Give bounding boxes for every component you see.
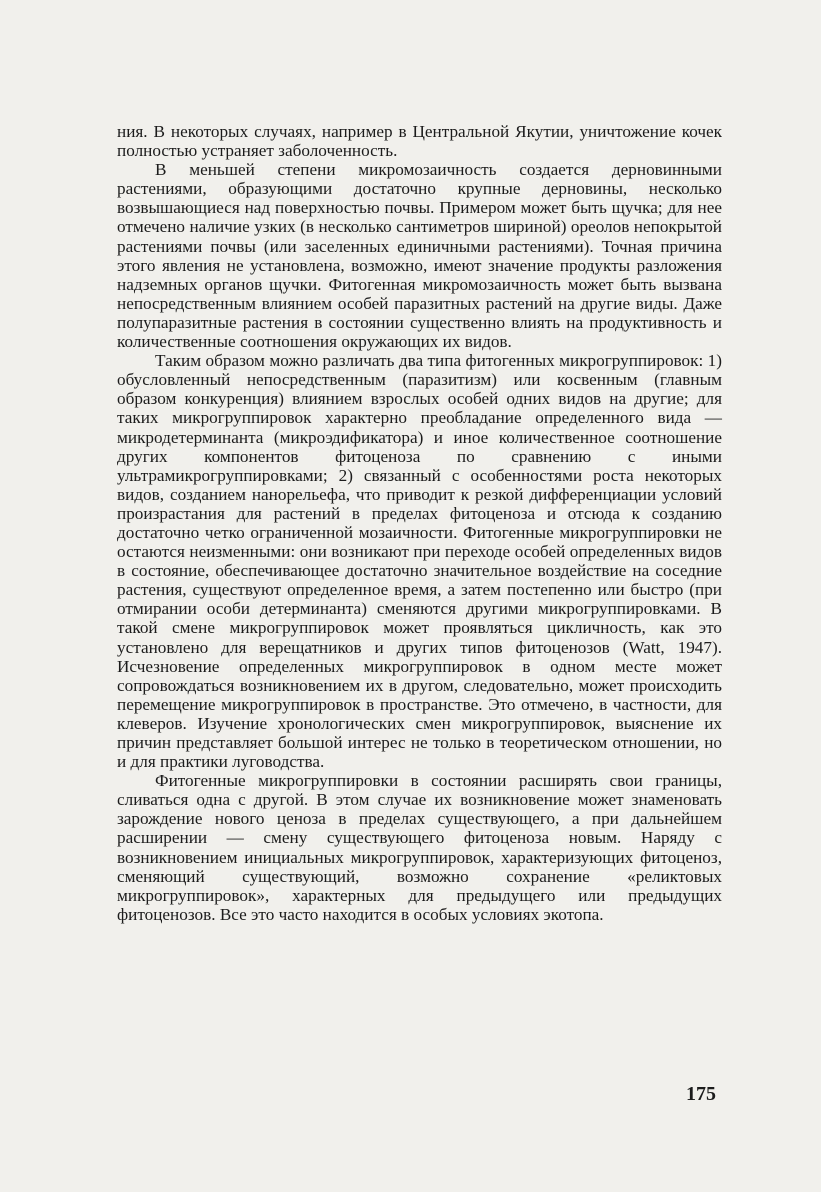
- page-number: 175: [686, 1083, 716, 1105]
- paragraph-continued: ния. В некоторых случаях, например в Центральной Якутии, уничтожение кочек полностью устраняет заболоченность.: [117, 122, 722, 161]
- paragraph-microgroup-types: Таким образом можно различать два типа фитогенных микрогруппировок: 1) обусловленный непосредственным (паразитизм) или косвенным (главным образом конкуренция) влиянием взрослых особей одних видов на другие; для таких микрогруппировок характерно преобладание определенного вида — микродетерминанта (микроэдификатора) и иное количественное соотношение других компонентов фитоценоза по сравнению с иными ультрамикрогруппировками; 2) связанный с особенностями роста некоторых видов, созданием нанорельефа, что приводит к резкой дифференциации условий произрастания для растений в пределах фитоценоза и отсюда к созданию достаточно четко ограниченной мозаичности. Фитогенные микрогруппировки не остаются неизменными: они возникают при переходе особей определенных видов в состояние, обеспечивающее достаточно значительное воздействие на соседние растения, существуют определенное время, а затем постепенно или быстро (при отмирании особи детерминанта) сменяются другими микрогруппировками. В такой смене микрогруппировок может проявляться цикличность, как это установлено для верещатников и других типов фитоценозов (Watt, 1947). Исчезновение определенных микрогруппировок в одном месте может сопровождаться возникновением их в другом, следовательно, может происходить перемещение микрогруппировок в пространстве. Это отмечено, в частности, для клеверов. Изучение хронологических смен микрогруппировок, выяснение их причин представляет большой интерес не только в теоретическом отношении, но и для практики луговодства.: [117, 351, 722, 772]
- body-text: [117, 122, 722, 924]
- paragraph-turf-plants: В меньшей степени микромозаичность создается дерновинными растениями, образующими достаточно крупные дерновины, несколько возвышающиеся над поверхностью почвы. Примером может быть щучка; для нее отмечено наличие узких (в несколько сантиметров шириной) ореолов непокрытой растениями почвы (или заселенных единичными растениями). Точная причина этого явления не установлена, возможно, имеют значение продукты разложения надземных органов щучки. Фитогенная микромозаичность может быть вызвана непосредственным влиянием особей паразитных растений на другие виды. Даже полупаразитные растения в состоянии существенно влиять на продуктивность и количественные соотношения окружающих их видов.: [117, 160, 722, 352]
- paragraph-microgroup-expansion: Фитогенные микрогруппировки в состоянии расширять свои границы, сливаться одна с другой. В этом случае их возникновение может знаменовать зарождение нового ценоза в пределах существующего, а при дальнейшем расширении — смену существующего фитоценоза новым. Наряду с возникновением инициальных микрогруппировок, характеризующих фитоценоз, сменяющий существующий, возможно сохранение «реликтовых микрогруппировок», характерных для предыдущего или предыдущих фитоценозов. Все это часто находится в особых условиях экотопа.: [117, 771, 722, 924]
